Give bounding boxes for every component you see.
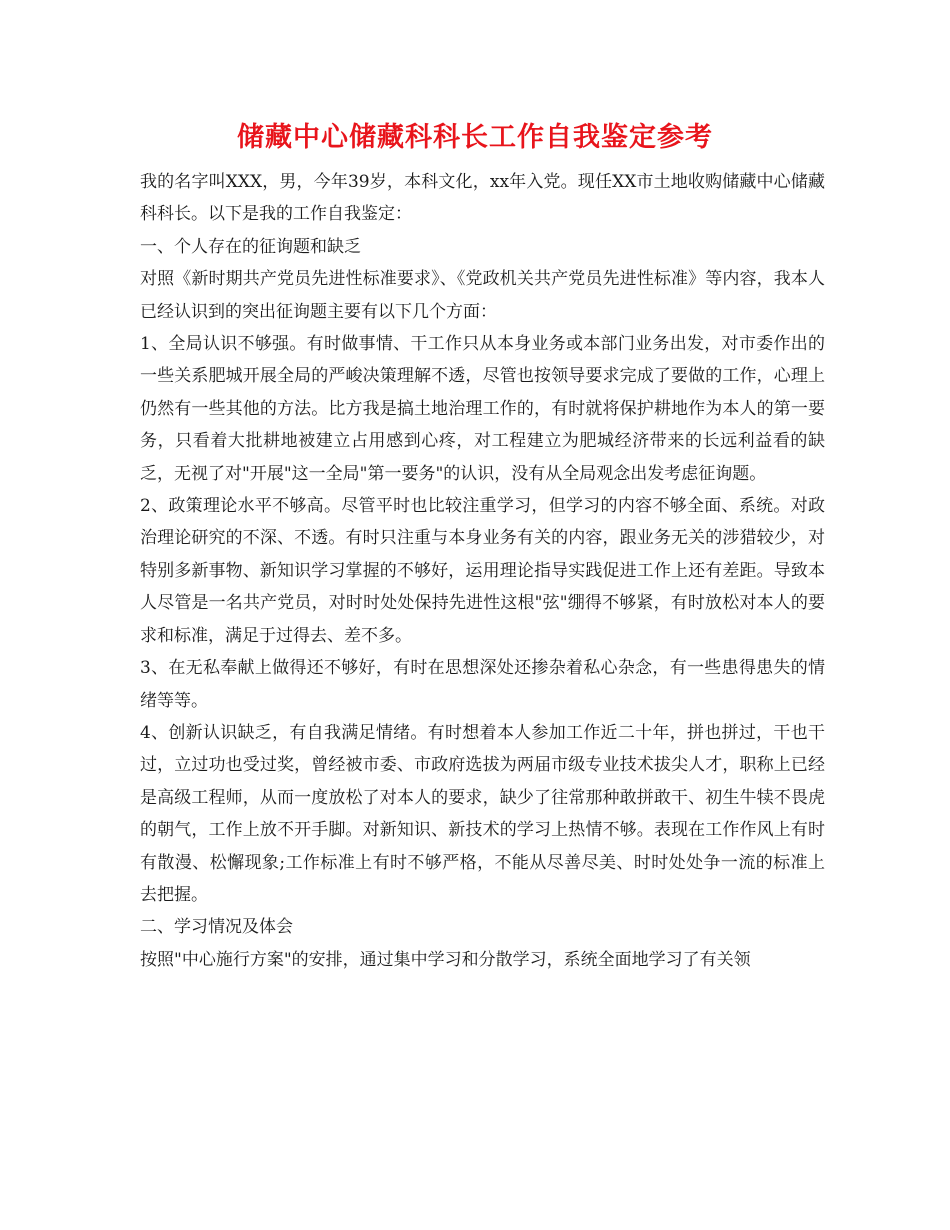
paragraph-standards: 对照《新时期共产党员先进性标准要求》、《党政机关共产党员先进性标准》等内容，我本人已经认识到的突出征询题主要有以下几个方面： [140,269,825,322]
section-heading-learning: 二、学习情况及体会 [140,917,293,938]
paragraph-learning: 按照"中心施行方案"的安排，通过集中学习和分散学习，系统全面地学习了有关领 [140,949,751,970]
paragraph-item-4: 4、创新认识缺乏，有自我满足情绪。有时想着本人参加工作近二十年，拼也拼过，干也干过，立过功也受过奖，曾经被市委、市政府选拔为两届市级专业技术拔尖人才，职称上已经是高级工程师，从而一度放松了对本人的要求，缺少了往常那种敢拼敢干、初生牛犊不畏虎的朝气，工作上放不开手脚。对新知识、新技术的学习上热情不够。表现在工作作风上有时有散漫、松懈现象;工作标准上有时不够严格，不能从尽善尽美、时时处处争一流的标准上去把握。 [140,722,825,905]
paragraph-item-1: 1、全局认识不够强。有时做事情、干工作只从本身业务或本部门业务出发，对市委作出的一些关系肥城开展全局的严峻决策理解不透，尽管也按领导要求完成了要做的工作，心理上仍然有一些其他的方法。比方我是搞土地治理工作的，有时就将保护耕地作为本人的第一要务，只看着大批耕地被建立占用感到心疼，对工程建立为肥城经济带来的长远利益看的缺乏，无视了对"开展"这一全局"第一要务"的认识，没有从全局观念出发考虑征询题。 [140,334,825,484]
paragraph-item-2: 2、政策理论水平不够高。尽管平时也比较注重学习，但学习的内容不够全面、系统。对政治理论研究的不深、不透。有时只注重与本身业务有关的内容，跟业务无关的涉猎较少，对特别多新事物、新知识学习掌握的不够好，运用理论指导实践促进工作上还有差距。导致本人尽管是一名共产党员，对时时处处保持先进性这根"弦"绷得不够紧，有时放松对本人的要求和标准，满足于过得去、差不多。 [140,496,825,646]
paragraph-intro: 我的名字叫XXX，男，今年39岁，本科文化，xx年入党。现任XX市土地收购储藏中心储藏科科长。以下是我的工作自我鉴定： [140,172,825,225]
document-title: 储藏中心储藏科科长工作自我鉴定参考 [237,122,713,153]
section-heading-shortcomings: 一、个人存在的征询题和缺乏 [140,236,361,257]
paragraph-item-3: 3、在无私奉献上做得还不够好，有时在思想深处还掺杂着私心杂念，有一些患得患失的情绪等等。 [140,658,825,711]
document-body [140,166,825,976]
